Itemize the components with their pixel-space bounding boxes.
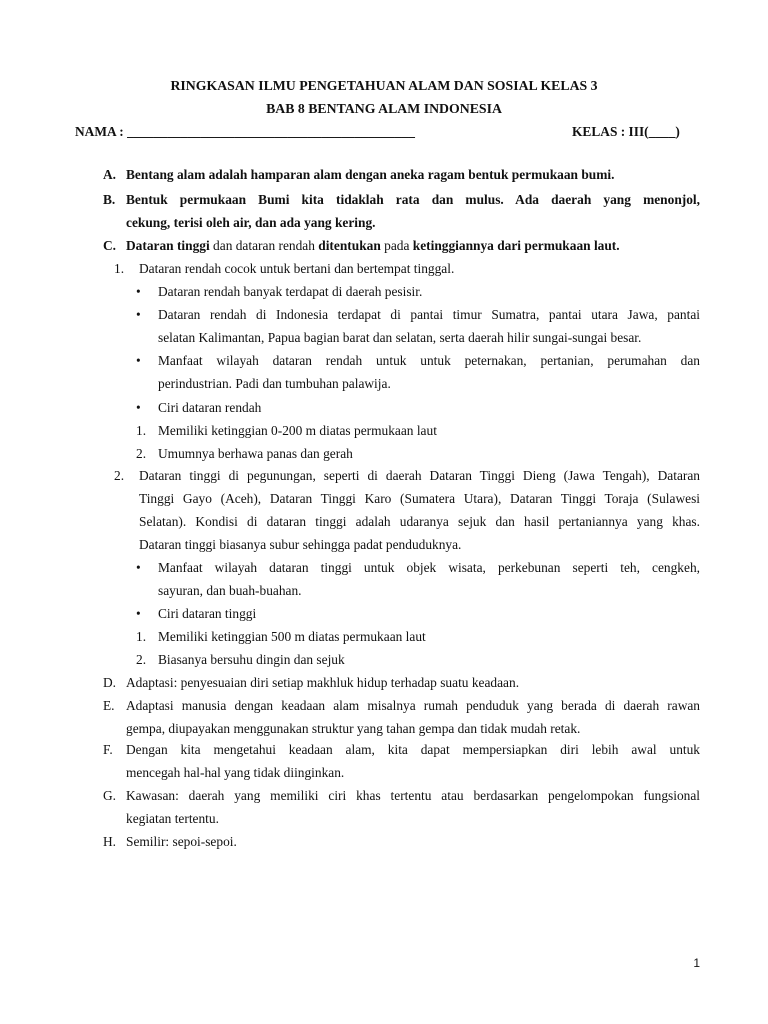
section-e-line1: Adaptasi manusia dengan keadaan alam misalnya rumah penduduk yang berada di daerah rawan [126, 698, 700, 713]
item-1-bullet-2-line2: selatan Kalimantan, Papua bagian barat dan selatan, serta daerah hilir sungai-sungai besar. [158, 330, 642, 345]
bullet-icon: • [136, 400, 141, 415]
section-f-line1: Dengan kita mengetahui keadaan alam, kita dapat mempersiapkan diri lebih awal untuk [126, 742, 700, 757]
document-title: RINGKASAN ILMU PENGETAHUAN ALAM DAN SOSIAL KELAS 3 [170, 78, 598, 93]
bullet-icon: • [136, 284, 141, 299]
section-c-text [126, 238, 620, 254]
c-part-3: ditentukan [318, 238, 381, 253]
marker-f: F. [103, 742, 113, 757]
section-f-line2: mencegah hal-hal yang tidak diinginkan. [126, 765, 345, 780]
item-2-ciri-2-marker: 2. [136, 652, 147, 667]
item-1-ciri-1-marker: 1. [136, 423, 147, 438]
item-2-bullet-2: Ciri dataran tinggi [158, 606, 257, 621]
class-field: KELAS : III(____) [572, 124, 680, 139]
page-number: 1 [693, 956, 700, 970]
marker-b: B. [103, 192, 116, 207]
section-a-text: Bentang alam adalah hamparan alam dengan aneka ragam bentuk permukaan bumi. [126, 167, 615, 182]
item-1-bullet-3-line1: Manfaat wilayah dataran rendah untuk untuk peternakan, pertanian, perumahan dan [158, 353, 700, 368]
item-2-bullet-1-line1: Manfaat wilayah dataran tinggi untuk objek wisata, perkebunan seperti teh, cengkeh, [158, 560, 700, 575]
item-2-ciri-1: Memiliki ketinggian 500 m diatas permukaan laut [158, 629, 426, 644]
section-e-line2: gempa, diupayakan menggunakan struktur yang tahan gempa dan tidak mudah retak. [126, 721, 581, 736]
name-field: NAMA : ___________________________________________ [75, 124, 415, 139]
marker-d: D. [103, 675, 117, 690]
marker-a: A. [103, 167, 117, 182]
item-1-text: Dataran rendah cocok untuk bertani dan bertempat tinggal. [139, 261, 455, 276]
marker-item-2: 2. [114, 468, 125, 483]
section-b-line1: Bentuk permukaan Bumi kita tidaklah rata dan mulus. Ada daerah yang menonjol, [126, 192, 700, 207]
marker-g: G. [103, 788, 117, 803]
section-h-text: Semilir: sepoi-sepoi. [126, 834, 237, 849]
c-part-5: ketinggiannya dari permukaan laut. [412, 238, 620, 253]
item-1-ciri-2-marker: 2. [136, 446, 147, 461]
marker-h: H. [103, 834, 117, 849]
item-1-bullet-1: Dataran rendah banyak terdapat di daerah pesisir. [158, 284, 423, 299]
item-2-line4: Dataran tinggi biasanya subur sehingga padat penduduknya. [139, 537, 462, 552]
marker-e: E. [103, 698, 115, 713]
item-2-ciri-1-marker: 1. [136, 629, 147, 644]
c-part-2: dan dataran rendah [209, 238, 319, 253]
item-1-ciri-1: Memiliki ketinggian 0-200 m diatas permukaan laut [158, 423, 437, 438]
bullet-icon: • [136, 353, 141, 368]
bullet-icon: • [136, 307, 141, 322]
marker-item-1: 1. [114, 261, 125, 276]
marker-c: C. [103, 238, 117, 253]
item-2-line2: Tinggi Gayo (Aceh), Dataran Tinggi Karo (Sumatera Utara), Dataran Tinggi Toraja (Sulawesi [139, 491, 700, 506]
section-g-line1: Kawasan: daerah yang memiliki ciri khas tertentu atau berdasarkan pengelompokan fungsional [126, 788, 700, 803]
item-2-line3: Selatan). Kondisi di dataran tinggi adalah udaranya sejuk dan hasil pertaniannya yang khas. [139, 514, 700, 529]
item-1-bullet-4: Ciri dataran rendah [158, 400, 262, 415]
c-part-1: Dataran tinggi [126, 238, 210, 253]
item-1-bullet-3-line2: perindustrian. Padi dan tumbuhan palawija. [158, 376, 391, 391]
item-1-bullet-2-line1: Dataran rendah di Indonesia terdapat di pantai timur Sumatra, pantai utara Jawa, pantai [158, 307, 700, 322]
item-1-ciri-2: Umumnya berhawa panas dan gerah [158, 446, 353, 461]
chapter-title: BAB 8 BENTANG ALAM INDONESIA [266, 101, 502, 116]
bullet-icon: • [136, 606, 141, 621]
c-part-4: pada [380, 238, 413, 253]
item-2-line1: Dataran tinggi di pegunungan, seperti di daerah Dataran Tinggi Dieng (Jawa Tengah), Dataran [139, 468, 700, 483]
section-b-line2: cekung, terisi oleh air, dan ada yang kering. [126, 215, 376, 230]
section-d-text: Adaptasi: penyesuaian diri setiap makhluk hidup terhadap suatu keadaan. [126, 675, 520, 690]
item-2-bullet-1-line2: sayuran, dan buah-buahan. [158, 583, 302, 598]
bullet-icon: • [136, 560, 141, 575]
section-g-line2: kegiatan tertentu. [126, 811, 219, 826]
item-2-ciri-2: Biasanya bersuhu dingin dan sejuk [158, 652, 345, 667]
